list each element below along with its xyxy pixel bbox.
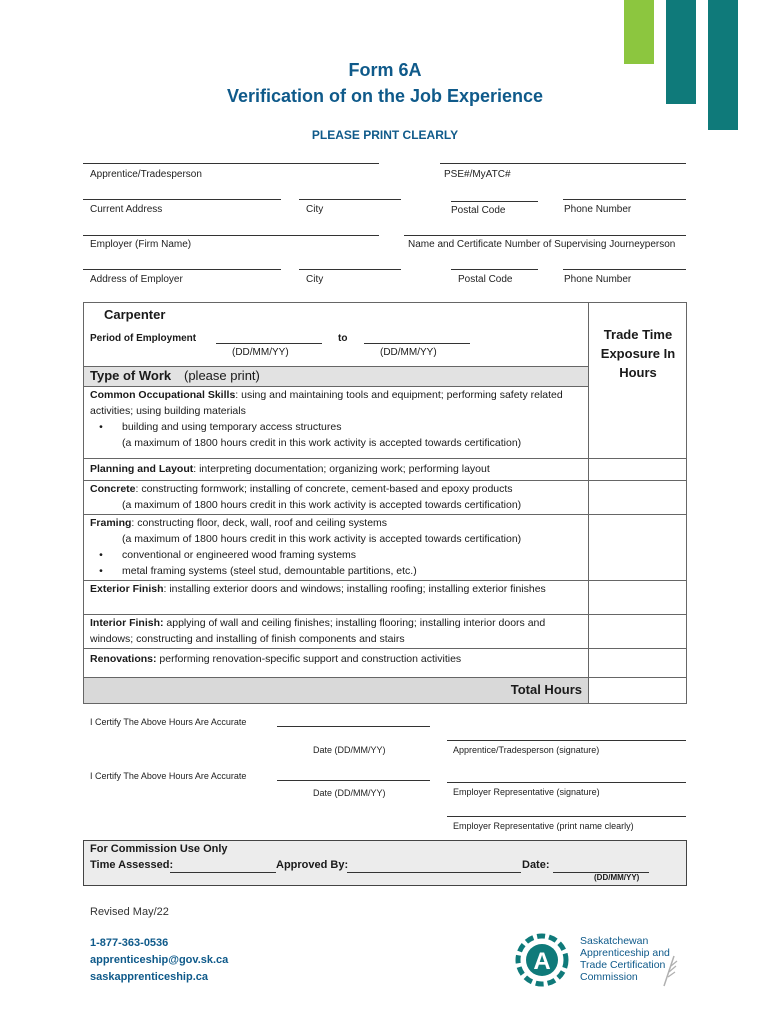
contact-website[interactable]: saskapprenticeship.ca	[90, 971, 209, 983]
hours-cell-6[interactable]	[589, 615, 686, 649]
certify-label-2: I Certify The Above Hours Are Accurate	[90, 771, 247, 781]
current-address-field[interactable]	[83, 199, 281, 200]
time-assessed-field[interactable]	[170, 872, 276, 873]
pse-label: PSE#/MyATC#	[444, 169, 511, 180]
hours-cell-2[interactable]	[589, 459, 686, 481]
postal-code2-field[interactable]	[451, 269, 538, 270]
city2-field[interactable]	[299, 269, 401, 270]
start-date-field[interactable]	[216, 343, 322, 344]
apprentice-label: Apprentice/Tradesperson	[90, 169, 202, 180]
total-hours-label: Total Hours	[510, 682, 582, 697]
table-row: Framing: constructing floor, deck, wall, roof and ceiling systems (a maximum of 1800 hours credit in this work activity is accepted towards certification) • conventional or engineered wood framing systems • metal framing systems (steel stud, demountable partitions, etc.)	[84, 515, 588, 581]
employer-print-name-field[interactable]	[447, 816, 686, 817]
postal-code-field[interactable]	[451, 201, 538, 202]
commission-title: For Commission Use Only	[90, 843, 228, 855]
phone-label: Phone Number	[564, 204, 632, 215]
phone-field[interactable]	[563, 199, 686, 200]
hours-cell-4[interactable]	[589, 515, 686, 581]
postal-code2-label: Postal Code	[458, 274, 513, 285]
time-assessed-label: Time Assessed:	[90, 859, 174, 871]
employer-label: Employer (Firm Name)	[90, 239, 192, 250]
contact-phone[interactable]: 1-877-363-0536	[90, 937, 169, 949]
employer-print-name-label: Employer Representative (print name clearly)	[453, 821, 634, 831]
date-label-2: Date (DD/MM/YY)	[313, 788, 386, 798]
form-number: Form 6A	[348, 60, 422, 80]
table-row: Exterior Finish: installing exterior doors and windows; installing roofing; installing exterior finishes	[84, 581, 588, 615]
city-label: City	[306, 204, 324, 215]
apprentice-field[interactable]	[83, 163, 379, 164]
form-title: Verification of on the Job Experience	[226, 86, 544, 106]
logo-letter: A	[533, 948, 551, 975]
date-field-2[interactable]	[277, 780, 430, 781]
type-of-work-label: Type of Work	[90, 368, 172, 383]
total-hours-field[interactable]	[588, 678, 686, 703]
print-instruction: PLEASE PRINT CLEARLY	[311, 128, 459, 142]
start-date-format: (DD/MM/YY)	[232, 347, 289, 358]
pse-field[interactable]	[440, 163, 686, 164]
hours-cell-5[interactable]	[589, 581, 686, 615]
to-label: to	[338, 333, 348, 344]
approved-by-label: Approved By:	[276, 859, 349, 871]
revised-date: Revised May/22	[90, 906, 169, 918]
approved-by-field[interactable]	[347, 872, 521, 873]
trade-name: Carpenter	[104, 307, 166, 322]
period-label: Period of Employment	[90, 333, 197, 344]
end-date-format: (DD/MM/YY)	[380, 347, 437, 358]
logo-text: Saskatchewan Apprenticeship and Trade Certification Commission	[580, 935, 670, 983]
certify-label-1: I Certify The Above Hours Are Accurate	[90, 717, 247, 727]
apprentice-signature-field[interactable]	[447, 740, 686, 741]
table-row: Concrete: constructing formwork; installing of concrete, cement-based and epoxy products (a maximum of 1800 hours credit in this work activity is accepted towards certification)	[84, 481, 588, 515]
city-field[interactable]	[299, 199, 401, 200]
total-hours-row	[84, 677, 686, 703]
city2-label: City	[306, 274, 324, 285]
commission-use-box	[83, 840, 687, 886]
date-field-1[interactable]	[277, 726, 430, 727]
phone2-field[interactable]	[563, 269, 686, 270]
table-header	[84, 303, 588, 367]
trade-time-header: Trade Time Exposure In Hours	[600, 327, 676, 380]
supervisor-label: Name and Certificate Number of Supervising Journeyperson	[408, 239, 676, 250]
employer-field[interactable]	[83, 235, 379, 236]
postal-code-label: Postal Code	[451, 205, 506, 216]
contact-email[interactable]: apprenticeship@gov.sk.ca	[90, 954, 229, 966]
apprentice-signature-label: Apprentice/Tradesperson (signature)	[453, 745, 600, 755]
hours-cell-3[interactable]	[589, 481, 686, 515]
sat-logo-icon	[508, 930, 578, 990]
type-of-work-header	[84, 367, 588, 387]
employer-address-label: Address of Employer	[90, 274, 183, 285]
table-row: Common Occupational Skills: using and maintaining tools and equipment; performing safety related activities; using building materials • building and using temporary access structures (a maximum of 1800 hours credit in this work activity is accepted towards certification)	[84, 387, 588, 459]
current-address-label: Current Address	[90, 204, 163, 215]
work-experience-table	[83, 302, 687, 704]
employer-signature-field[interactable]	[447, 782, 686, 783]
hours-cell-1[interactable]	[589, 385, 686, 459]
hours-cell-7[interactable]	[589, 649, 686, 675]
table-row: Interior Finish: applying of wall and ceiling finishes; installing flooring; installing interior doors and windows; constructing and installing of finish components and stairs	[84, 615, 588, 649]
please-print-label: (please print)	[184, 368, 260, 383]
header-bar-green	[624, 0, 654, 64]
commission-date-format: (DD/MM/YY)	[594, 873, 640, 882]
table-row: Renovations: performing renovation-specific support and construction activities	[90, 653, 462, 665]
table-row: Planning and Layout: interpreting documentation; organizing work; performing layout	[84, 459, 588, 481]
date-label: Date:	[522, 859, 550, 871]
wheat-icon	[660, 952, 682, 988]
employer-address-field[interactable]	[83, 269, 281, 270]
end-date-field[interactable]	[364, 343, 470, 344]
phone2-label: Phone Number	[564, 274, 632, 285]
date-label-1: Date (DD/MM/YY)	[313, 745, 386, 755]
employer-signature-label: Employer Representative (signature)	[453, 787, 600, 797]
trade-time-column	[588, 303, 686, 685]
supervisor-field[interactable]	[404, 235, 686, 236]
